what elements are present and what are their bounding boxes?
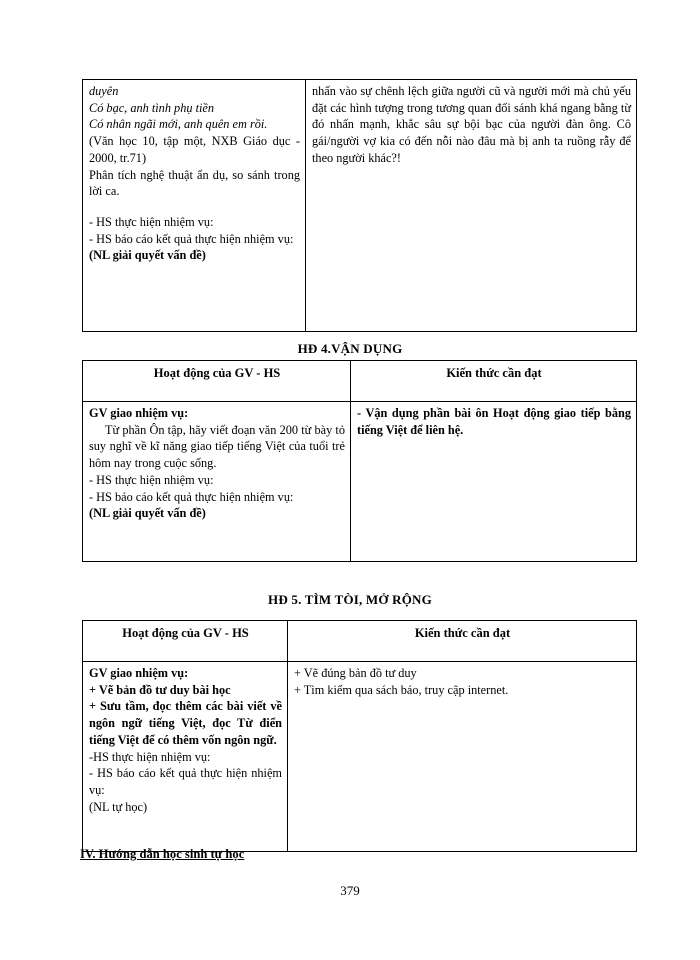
step-students-report: - HS báo cáo kết quả thực hiện nhiệm vụ: <box>89 231 294 246</box>
step-students-perform: - HS thực hiện nhiệm vụ: <box>89 215 214 230</box>
column-header-knowledge: Kiến thức cần đạt <box>288 621 637 662</box>
column-header-activity: Hoạt động của GV - HS <box>83 621 288 662</box>
knowledge-item-1: - Vận dụng phần bài ôn Hoạt động giao tiếp bằng tiếng Việt để liên hệ. <box>357 406 631 437</box>
step-students-perform: -HS thực hiện nhiệm vụ: <box>89 749 211 764</box>
activity-table-hd5 <box>82 620 637 852</box>
activity-table-hd4 <box>82 360 637 562</box>
table-cell-activity <box>83 402 351 562</box>
table-cell-knowledge <box>351 402 637 562</box>
assignment-task-1: + Vẽ bản đồ tư duy bài học <box>89 682 231 697</box>
table-cell-knowledge <box>288 662 637 852</box>
heading-hd5: HĐ 5. TÌM TÒI, MỞ RỘNG <box>268 592 432 607</box>
teacher-assignment-label: GV giao nhiệm vụ: <box>89 406 189 420</box>
column-header-knowledge: Kiến thức cần đạt <box>351 361 637 402</box>
table-row <box>83 662 637 852</box>
page-number: 379 <box>340 883 360 898</box>
table-header-row <box>83 621 637 662</box>
table-row <box>83 80 637 332</box>
section-iv-heading: IV. Hướng dẫn học sinh tự học <box>80 847 245 861</box>
table-cell-activity <box>83 662 288 852</box>
analysis-task: Phân tích nghệ thuật ẩn dụ, so sánh trong lời ca. <box>89 167 300 199</box>
spacer <box>89 200 300 214</box>
competency-note: (NL tự học) <box>89 799 148 814</box>
knowledge-item-2: + Tìm kiếm qua sách báo, truy cập internet. <box>294 682 509 697</box>
activity-table-continuation <box>82 79 637 332</box>
step-students-report: - HS báo cáo kết quả thực hiện nhiệm vụ: <box>89 766 282 798</box>
assignment-task: Từ phần Ôn tập, hãy viết đoạn văn 200 từ bày tỏ suy nghĩ về kĩ năng giao tiếp tiếng Việt của tuổi trẻ hôm nay trong cuộc sống. <box>89 422 345 471</box>
table-cell-activity <box>83 80 306 332</box>
heading-hd4: HĐ 4.VẬN DỤNG <box>297 341 403 356</box>
table-cell-knowledge <box>306 80 637 332</box>
table-row <box>83 402 637 562</box>
step-students-perform: - HS thực hiện nhiệm vụ: <box>89 472 214 487</box>
knowledge-item-1: + Vẽ đúng bản đồ tư duy <box>294 666 417 680</box>
poem-line-3: Có nhân ngãi mới, anh quên em rồi. <box>89 117 268 132</box>
knowledge-paragraph: nhấn vào sự chênh lệch giữa người cũ và người mới mà chủ yếu đặt các hình tượng trong tương quan đối sánh khá ngang bằng từ đó nhấn mạnh, khắc sâu sự bội bạc của người đàn ông. Cô gái/người vợ kia có đến nỗi nào đâu mà bị anh ta ruồng rẫy để theo người khác?! <box>312 84 631 165</box>
step-students-report: - HS báo cáo kết quả thực hiện nhiệm vụ: <box>89 489 294 504</box>
teacher-assignment-label: GV giao nhiệm vụ: <box>89 666 189 680</box>
table-header-row <box>83 361 637 402</box>
assignment-task-2: + Sưu tầm, đọc thêm các bài viết về ngôn ngữ tiếng Việt, đọc Từ điển tiếng Việt để có thêm vốn ngôn ngữ. <box>89 699 282 747</box>
poem-line-2: Có bạc, anh tình phụ tiền <box>89 100 215 115</box>
column-header-activity: Hoạt động của GV - HS <box>83 361 351 402</box>
poem-citation: (Văn học 10, tập một, NXB Giáo dục - 2000, tr.71) <box>89 134 300 165</box>
poem-line-1: duyên <box>89 84 119 98</box>
competency-note: (NL giải quyết vấn đề) <box>89 248 206 263</box>
competency-note: (NL giải quyết vấn đề) <box>89 506 206 521</box>
